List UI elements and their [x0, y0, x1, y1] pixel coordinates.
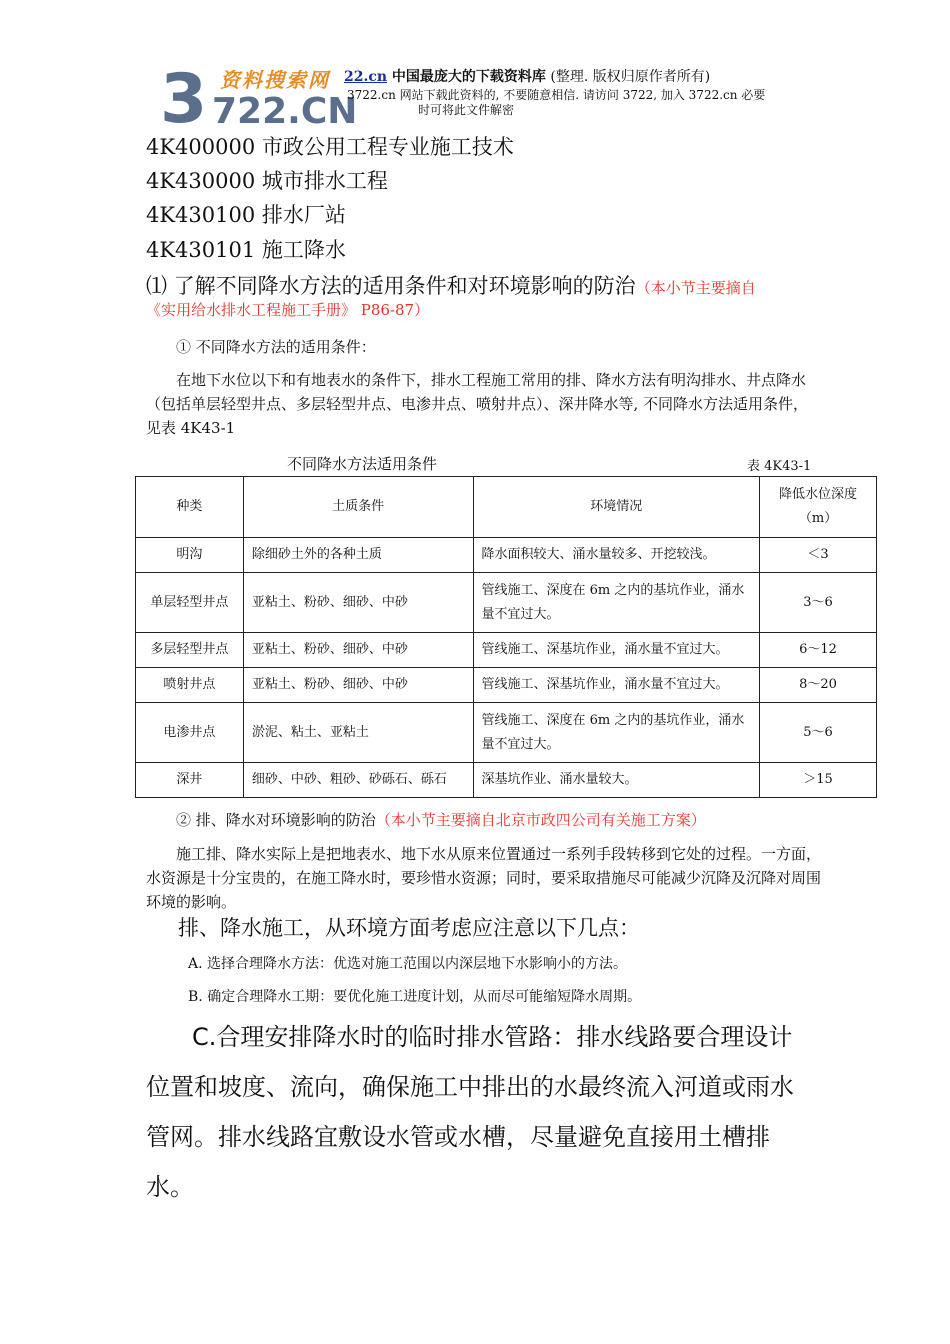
section2-paragraph: 施工排、降水实际上是把地表水、地下水从原来位置通过一系列手段转移到它处的过程。一方面，水资源是十分宝贵的，在施工降水时，要珍惜水资源；同时，要采取措施尽可能减少沉降及沉降对周围环境的影响。 [146, 845, 822, 911]
heading-level1: 4K400000 市政公用工程专业施工技术 [146, 135, 514, 159]
table-cell: 淤泥、粘土、亚粘土 [243, 703, 473, 763]
table-cell: 电渗井点 [136, 703, 244, 763]
table-cell: 管线施工、深度在 6m 之内的基坑作业，涌水量不宜过大。 [473, 573, 760, 633]
site-logo[interactable] [160, 60, 358, 139]
list-item-c: C.合理安排降水时的临时排水管路：排水线路要合理设计位置和坡度、流向，确保施工中排出的水最终流入河道或雨水管网。排水线路宜敷设水管或水槽，尽量避免直接用土槽排水。 [146, 1023, 794, 1201]
table-header-row [136, 477, 877, 538]
table-header-cell: 种类 [136, 477, 244, 538]
section2-subtitle-text: ② 排、降水对环境影响的防治 [176, 811, 376, 829]
table-cell: 管线施工、深基坑作业，涌水量不宜过大。 [473, 633, 760, 668]
table-row [136, 703, 877, 763]
table-row [136, 633, 877, 668]
table-cell: ＜3 [760, 538, 877, 573]
table-cell: 6～12 [760, 633, 877, 668]
table-caption: 不同降水方法适用条件 [287, 455, 438, 473]
header-notice-line2: 时可将此文件解密 [418, 103, 515, 117]
header-tagline [344, 68, 710, 86]
heading-level3: 4K430100 排水厂站 [146, 203, 346, 227]
section1-title-text: ⑴ 了解不同降水方法的适用条件和对环境影响的防治 [146, 274, 636, 298]
table-cell: 细砂、中砂、粗砂、砂砾石、砾石 [243, 763, 473, 798]
section1-paragraph: 在地下水位以下和有地表水的条件下，排水工程施工常用的排、降水方法有明沟排水、井点降水（包括单层轻型井点、多层轻型井点、电渗井点、喷射井点）、深井降水等, 不同降水方法适用条件， 见表 4K43-1 [146, 371, 809, 437]
table-cell: 深基坑作业、涌水量较大。 [473, 763, 760, 798]
table-header-cell: 降低水位深度（m） [760, 477, 877, 538]
table-cell: 多层轻型井点 [136, 633, 244, 668]
table-cell: 亚粘土、粉砂、细砂、中砂 [243, 573, 473, 633]
table-cell: 3～6 [760, 573, 877, 633]
section1-note-part1: （本小节主要摘自 [635, 279, 756, 297]
heading-level2: 4K430000 城市排水工程 [146, 169, 388, 193]
table-row [136, 668, 877, 703]
tagline-note: (整理. 版权归原作者所有) [545, 69, 711, 85]
table-cell: 5～6 [760, 703, 877, 763]
dewatering-methods-table [135, 476, 877, 798]
section2-note: （本小节主要摘自北京市政四公司有关施工方案） [375, 811, 706, 829]
table-cell: 深井 [136, 763, 244, 798]
table-cell: 明沟 [136, 538, 244, 573]
section2-lead: 排、降水施工，从环境方面考虑应注意以下几点： [178, 916, 640, 940]
table-cell: 管线施工、深基坑作业，涌水量不宜过大。 [473, 668, 760, 703]
table-cell: 单层轻型井点 [136, 573, 244, 633]
tagline-text: 中国最庞大的下载资料库 [387, 69, 546, 85]
table-header-cell: 土质条件 [243, 477, 473, 538]
table-cell: 亚粘土、粉砂、细砂、中砂 [243, 633, 473, 668]
table-cell: 8～20 [760, 668, 877, 703]
table-cell: ＞15 [760, 763, 877, 798]
section1-subtitle: ① 不同降水方法的适用条件： [176, 338, 376, 356]
site-link[interactable]: 22.cn [344, 69, 388, 85]
table-cell: 喷射井点 [136, 668, 244, 703]
heading-level4: 4K430101 施工降水 [146, 238, 346, 262]
table-cell: 管线施工、深度在 6m 之内的基坑作业，涌水量不宜过大。 [473, 703, 760, 763]
logo-text: 722.CN [212, 91, 358, 132]
logo-digit: 3 [160, 60, 208, 139]
header-notice-line1: 3722.cn 网站下载此资料的, 不要随意相信. 请访问 3722, 加入 3722.cn 必要 [347, 88, 766, 102]
table-cell: 除细砂土外的各种土质 [243, 538, 473, 573]
table-cell: 降水面积较大、涌水量较多、开挖较浅。 [473, 538, 760, 573]
table-header-cell: 环境情况 [473, 477, 760, 538]
list-item-b: B. 确定合理降水工期：要优化施工进度计划，从而尽可能缩短降水周期。 [188, 989, 642, 1005]
list-item-a: A. 选择合理降水方法：优选对施工范围以内深层地下水影响小的方法。 [188, 956, 628, 972]
table-cell: 亚粘土、粉砂、细砂、中砂 [243, 668, 473, 703]
table-row [136, 573, 877, 633]
table-row [136, 763, 877, 798]
section1-title [146, 272, 756, 302]
table-row [136, 538, 877, 573]
table-number: 表 4K43-1 [747, 459, 812, 474]
section1-note-part2: 《实用给水排水工程施工手册》 P86-87） [146, 301, 430, 319]
logo-chinese-text: 资料搜索网 [220, 68, 330, 92]
section2-subtitle [176, 808, 706, 832]
